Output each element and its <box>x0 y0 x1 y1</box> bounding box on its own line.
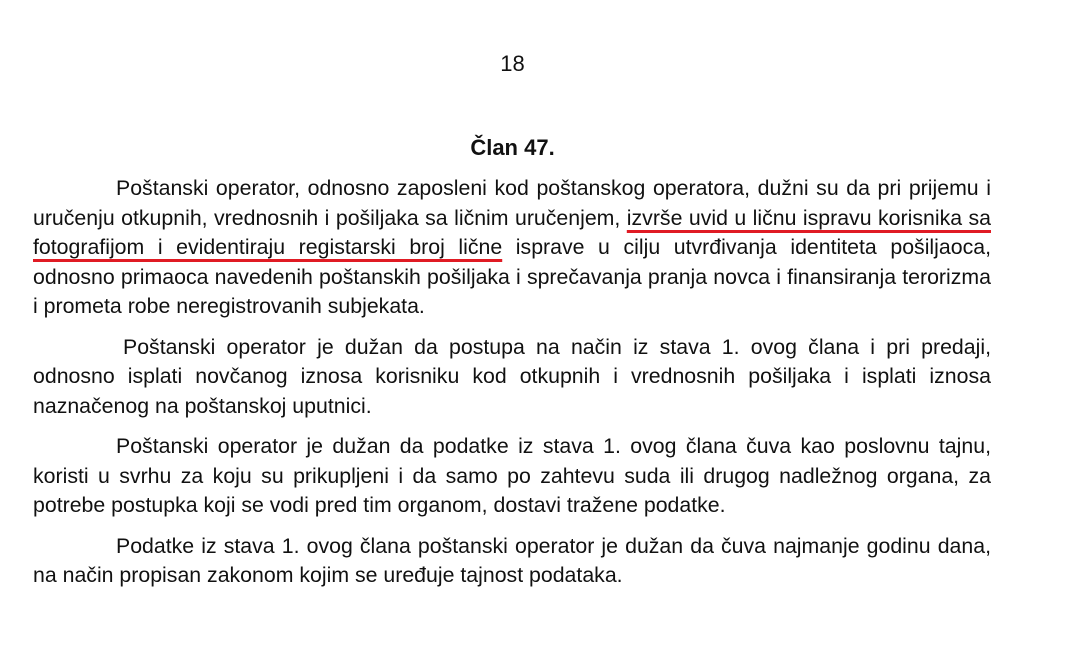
page-number: 18 <box>500 51 525 76</box>
paragraph-1 <box>33 174 991 322</box>
article-body <box>33 174 991 602</box>
paragraph-1-text-before: Poštanski operator, odnosno zaposleni kod poštanskog operatora, dužni su da pri prijemu i uručenju otkupnih, vrednosnih i pošiljaka sa ličnim uručenjem, <box>33 176 991 230</box>
paragraph-3: Poštanski operator je dužan da podatke iz stava 1. ovog člana čuva kao poslovnu tajnu, koristi u svrhu za koju su prikupljeni i da samo po zahtevu suda ili drugog nadležnog organa, za potrebe postupka koji se vodi pred tim organom, dostavi tražene podatke. <box>33 434 991 517</box>
red-underlined-passage: izvrše uvid u ličnu ispravu korisnika sa fotografijom i evidentiraju registarski broj lične <box>33 205 991 259</box>
paragraph-4: Podatke iz stava 1. ovog člana poštanski operator je dužan da čuva najmanje godinu dana, na način propisan zakonom kojim se uređuje tajnost podataka. <box>33 533 991 587</box>
article-title: Član 47. <box>470 135 555 160</box>
paragraph-1-text-after: isprave u cilju utvrđivanja identiteta pošiljaoca, odnosno primaoca navedenih poštanskih pošiljaka i sprečavanja pranja novca i finansiranja terorizma i prometa robe neregistrovanih subjekata. <box>33 235 991 318</box>
paragraph-2: Poštanski operator je dužan da postupa na način iz stava 1. ovog člana i pri predaji, odnosno isplati novčanog iznosa korisniku kod otkupnih i vrednosnih pošiljaka i isplati iznosa naznačenog na poštanskoj uputnici. <box>33 334 991 418</box>
